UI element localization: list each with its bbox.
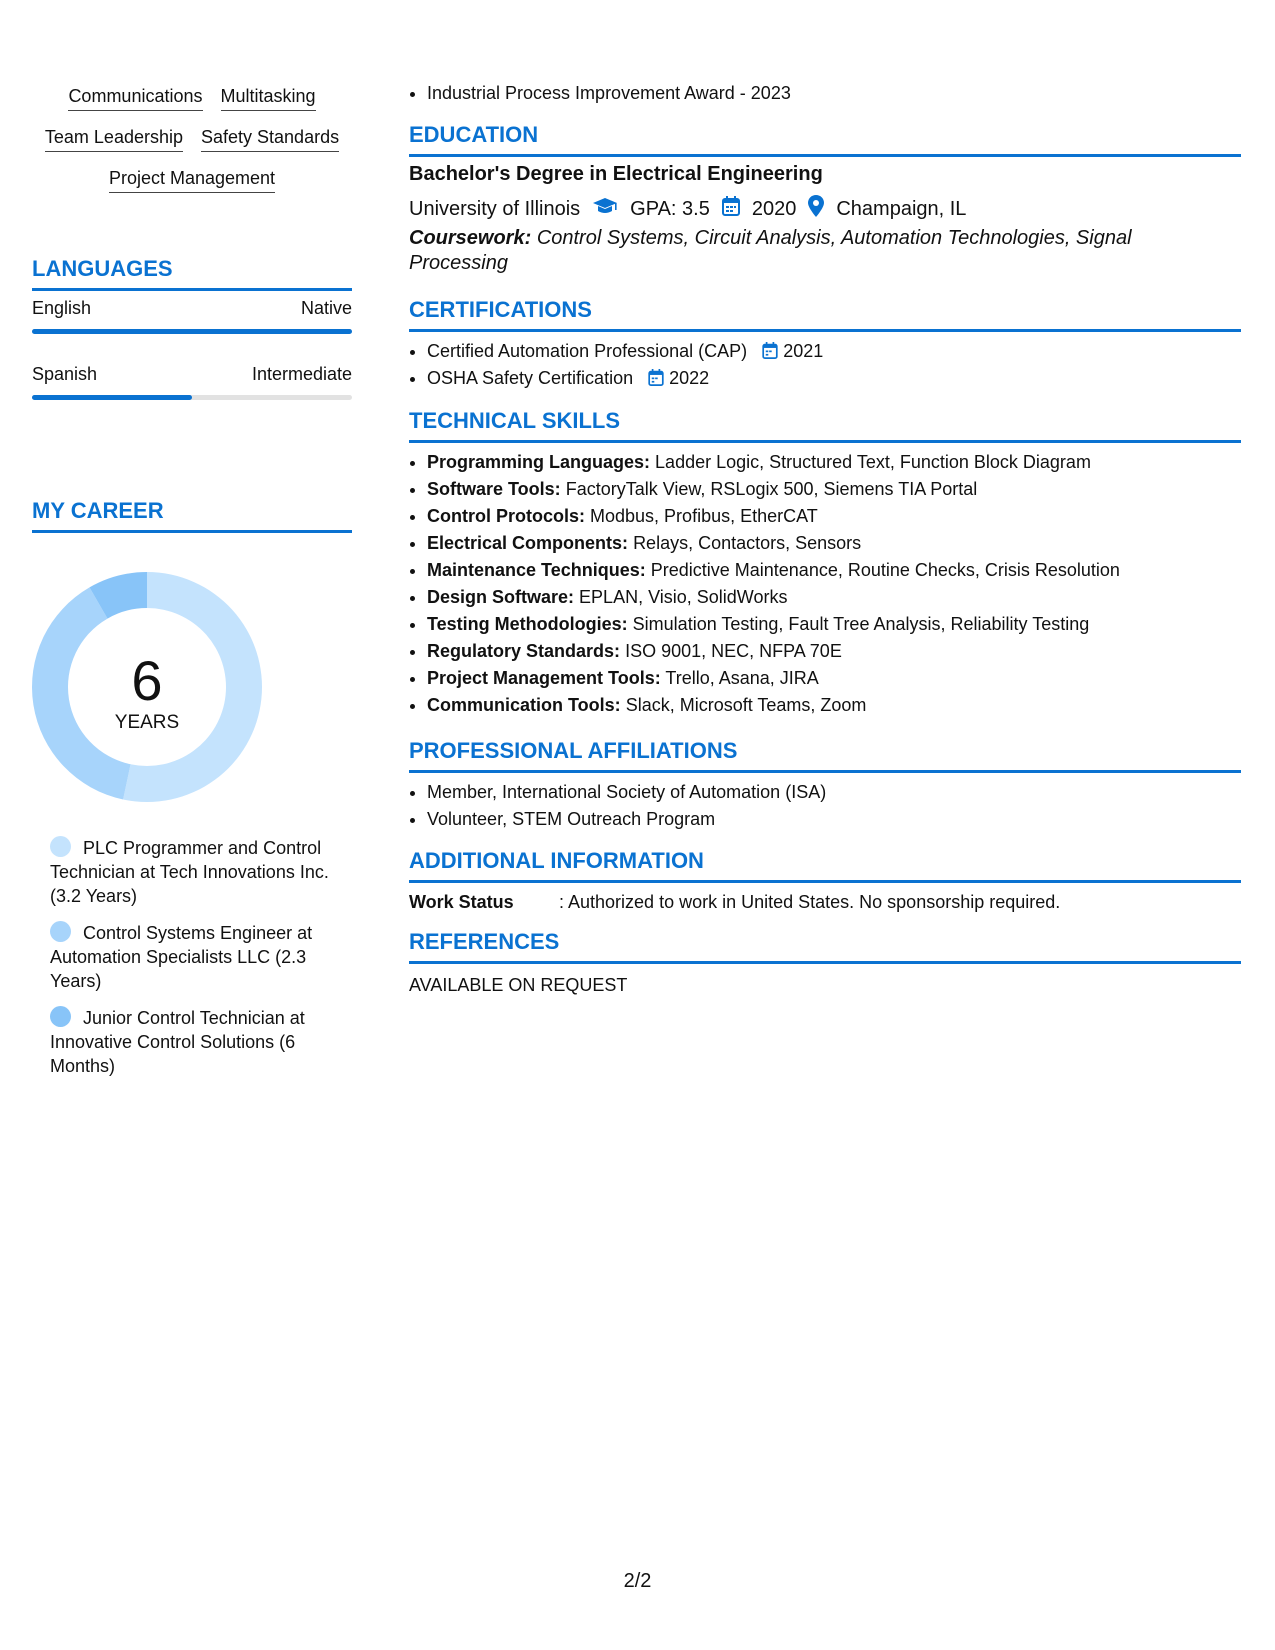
language-level: Intermediate (251, 364, 352, 384)
language-bar-fill (32, 329, 352, 334)
tech-skill-item (427, 449, 1259, 476)
certifications-list (409, 338, 823, 392)
tech-skill-item (427, 476, 1259, 503)
career-label: Junior Control Technician at Innovative Control Solutions (6 Months) (50, 1008, 305, 1076)
legend-dot (50, 1006, 71, 1027)
tech-skill-value: FactoryTalk View, RSLogix 500, Siemens TIA Portal (565, 479, 978, 499)
education-meta (409, 195, 966, 223)
skill-tag: Communications (68, 86, 202, 111)
gpa: GPA: 3.5 (630, 197, 710, 220)
tech-skill-key: Maintenance Techniques: (427, 560, 646, 580)
language-item (32, 364, 352, 400)
tech-skill-key: Software Tools: (427, 479, 561, 499)
calendar-icon (648, 368, 664, 388)
career-label: PLC Programmer and Control Technician at Tech Innovations Inc. (3.2 Years) (50, 838, 329, 906)
skill-tag: Multitasking (221, 86, 316, 111)
technical-skills-title: TECHNICAL SKILLS (409, 408, 1241, 443)
certification-year: 2022 (669, 368, 710, 388)
tech-skill-value: EPLAN, Visio, SolidWorks (579, 587, 788, 607)
tech-skill-item (427, 557, 1259, 584)
language-bar-fill (32, 395, 192, 400)
graduation-year: 2020 (751, 197, 797, 220)
skill-tag: Team Leadership (45, 127, 183, 152)
degree: Bachelor's Degree in Electrical Engineering (409, 163, 823, 185)
career-total-years: 6 (131, 649, 163, 712)
affiliation-item: • Volunteer, STEM Outreach Program (427, 806, 826, 833)
additional-info-title: ADDITIONAL INFORMATION (409, 848, 1241, 883)
awards-list (409, 80, 791, 107)
coursework-label: Coursework: (409, 227, 532, 249)
coursework (409, 226, 1159, 276)
calendar-icon (722, 196, 740, 222)
references-title: REFERENCES (409, 929, 1241, 964)
career-legend-item (50, 836, 340, 908)
work-status-label: Work Status (409, 892, 514, 912)
legend-dot (50, 921, 71, 942)
skill-row (32, 127, 352, 152)
language-name: Spanish (32, 364, 98, 384)
affiliations-list (409, 779, 826, 833)
tech-skill-key: Regulatory Standards: (427, 641, 621, 661)
technical-skills-list (409, 449, 1259, 719)
tech-skill-key: Electrical Components: (427, 533, 629, 553)
tech-skill-value: Simulation Testing, Fault Tree Analysis, Reliability Testing (632, 614, 1090, 634)
tech-skill-item (427, 611, 1259, 638)
tech-skill-value: Slack, Microsoft Teams, Zoom (625, 695, 867, 715)
career-label: Control Systems Engineer at Automation Specialists LLC (2.3 Years) (50, 923, 313, 991)
tech-skill-key: Project Management Tools: (427, 668, 661, 688)
award-item: • Industrial Process Improvement Award - 2023 (427, 80, 791, 107)
language-bar (32, 329, 352, 334)
tech-skill-item (427, 692, 1259, 719)
calendar-icon (762, 341, 778, 361)
tech-skill-value: Modbus, Profibus, EtherCAT (590, 506, 818, 526)
certification-year: 2021 (783, 341, 824, 361)
tech-skill-value: Predictive Maintenance, Routine Checks, Crisis Resolution (650, 560, 1120, 580)
language-name: English (32, 298, 92, 318)
skill-row (32, 86, 352, 111)
coursework-value: Control Systems, Circuit Analysis, Automation Technologies, Signal Processing (409, 227, 1132, 274)
tech-skill-item (427, 584, 1259, 611)
location-pin-icon (808, 195, 824, 223)
certifications-title: CERTIFICATIONS (409, 297, 1241, 332)
education-title: EDUCATION (409, 122, 1241, 157)
tech-skill-key: Control Protocols: (427, 506, 585, 526)
career-legend-item (50, 921, 340, 993)
skill-tag: Safety Standards (201, 127, 339, 152)
affiliations-title: PROFESSIONAL AFFILIATIONS (409, 738, 1241, 773)
tech-skill-key: Programming Languages: (427, 452, 651, 472)
career-legend-item (50, 1006, 340, 1078)
graduation-cap-icon (592, 196, 618, 222)
skill-tags (32, 86, 352, 209)
tech-skill-item (427, 530, 1259, 557)
skill-row (32, 168, 352, 193)
skill-tag: Project Management (109, 168, 275, 193)
language-item (32, 298, 352, 334)
language-bar (32, 395, 352, 400)
certification-item (427, 338, 823, 365)
affiliation-item: • Member, International Society of Automation (ISA) (427, 779, 826, 806)
references-text: AVAILABLE ON REQUEST (409, 975, 628, 995)
tech-skill-key: Communication Tools: (427, 695, 621, 715)
school-name: University of Illinois (409, 197, 581, 220)
certification-item (427, 365, 823, 392)
career-legend (50, 836, 340, 1091)
work-status (409, 892, 1060, 913)
work-status-value: : Authorized to work in United States. No sponsorship required. (559, 892, 1061, 912)
school-location: Champaign, IL (836, 197, 967, 220)
tech-skill-value: Trello, Asana, JIRA (665, 668, 819, 688)
career-title: MY CAREER (32, 498, 352, 533)
certification-name: Certified Automation Professional (CAP) (427, 341, 748, 361)
certification-name: OSHA Safety Certification (427, 368, 634, 388)
tech-skill-item (427, 638, 1259, 665)
tech-skill-item (427, 503, 1259, 530)
legend-dot (50, 836, 71, 857)
career-total-unit: YEARS (114, 712, 180, 733)
tech-skill-key: Design Software: (427, 587, 575, 607)
languages-title: LANGUAGES (32, 256, 352, 291)
page-number: 2/2 (623, 1570, 652, 1592)
tech-skill-value: Relays, Contactors, Sensors (633, 533, 862, 553)
tech-skill-key: Testing Methodologies: (427, 614, 628, 634)
tech-skill-value: ISO 9001, NEC, NFPA 70E (625, 641, 842, 661)
tech-skill-item (427, 665, 1259, 692)
language-level: Native (300, 298, 352, 318)
tech-skill-value: Ladder Logic, Structured Text, Function Block Diagram (655, 452, 1091, 472)
